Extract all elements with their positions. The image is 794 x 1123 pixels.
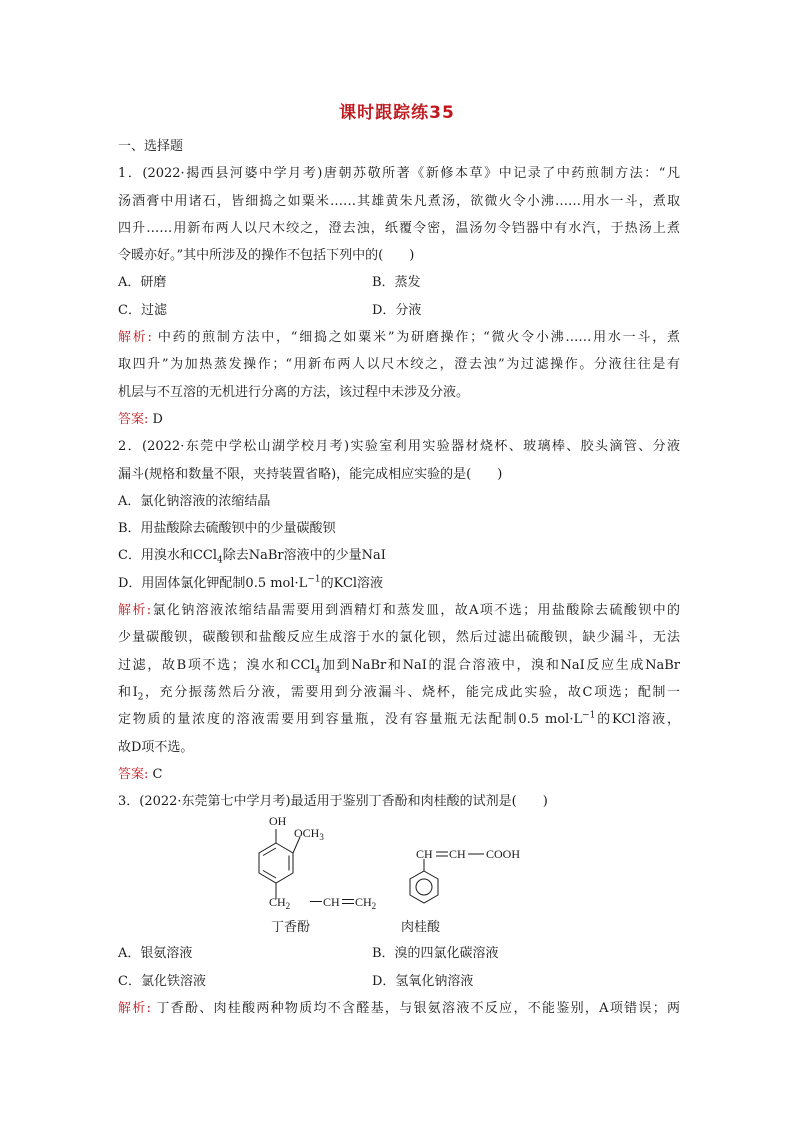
q2-analysis-line: 少量碳酸钡，碳酸钡和盐酸反应生成溶于水的氯化钡，然后过滤出硫酸钡，缺少漏斗，无法 <box>118 630 680 646</box>
q2-option-d-text: 的KCl溶液 <box>320 575 384 591</box>
answer-label: 答案: <box>118 411 149 427</box>
q1-stem-line: 四升……用新布两人以尺木绞之，澄去浊，纸覆令密，温汤勿令铛器中有水汽，于热汤上煮 <box>118 220 680 236</box>
analysis-text: ，充分振荡然后分液，需要用到分液漏斗、烧杯，能完成此实验，故C项选；配制一 <box>143 684 680 700</box>
q1-stem-line: 1．(2022·揭西县河婆中学月考)唐朝苏敬所著《新修本草》中记录了中药煎制方法：“凡 <box>118 166 680 182</box>
q3-option-c: C．氯化铁溶液 <box>118 973 206 989</box>
q1-option-a: A．研磨 <box>118 275 167 291</box>
chain-label: CH <box>449 847 466 862</box>
q2-option-c-text: C．用溴水和CCl <box>118 548 217 564</box>
q2-option-c-text: 除去NaBr溶液中的少量NaI <box>222 548 386 564</box>
superscript: −1 <box>582 710 596 721</box>
answer-label: 答案: <box>118 766 149 782</box>
q1-options-row <box>118 297 680 324</box>
q1-stem-line: 汤酒膏中用诸石，皆细捣之如粟米……其雄黄朱凡煮汤，欲微火令小沸……用水一斗，煮取 <box>118 193 680 209</box>
chain-label: CH <box>416 847 433 862</box>
analysis-label: 解析: <box>118 1001 151 1017</box>
q1-stem-line: 令暖亦好。”其中所涉及的操作不包括下列中的( ) <box>118 248 415 264</box>
q2-stem-line: 2．(2022·东莞中学松山湖学校月考)实验室利用实验器材烧杯、玻璃棒、胶头滴管、分液 <box>118 439 680 455</box>
analysis-text: 定物质的量浓度的溶液需要用到容量瓶，没有容量瓶无法配制0.5 mol·L <box>118 712 583 728</box>
q1-analysis-line: 取四升”为加热蒸发操作；“用新布两人以尺木绞之，澄去浊”为过滤操作。分液往往是有 <box>118 357 680 373</box>
structural-formulas <box>118 815 680 940</box>
answer-value: D <box>148 411 163 427</box>
structure-figures <box>118 815 680 940</box>
q2-analysis-line: 故D项不选。 <box>118 739 194 755</box>
side-chain-label: $CH_2$ <box>269 895 291 912</box>
q3-options-row <box>118 940 680 967</box>
superscript: −1 <box>307 574 321 585</box>
q1-options-row <box>118 269 680 296</box>
analysis-text: 过滤，故B项不选；溴水和CCl <box>118 657 315 673</box>
subscript: 2 <box>137 692 144 703</box>
q2-option-d <box>118 570 680 597</box>
q1-option-d: D．分液 <box>372 302 422 318</box>
document-body <box>118 133 680 1022</box>
q1-option-c: C．过滤 <box>118 302 167 318</box>
chain-label: COOH <box>486 847 521 862</box>
q2-option-d-text: D．用固体氯化钾配制0.5 mol·L <box>118 575 308 591</box>
q3-stem: 3．(2022·东莞第七中学月考)最适用于鉴别丁香酚和肉桂酸的试剂是( ) <box>118 794 548 810</box>
analysis-text: 的KCl溶液， <box>595 712 681 728</box>
q1-analysis-line <box>118 324 680 351</box>
q3-option-a: A．银氨溶液 <box>118 946 193 962</box>
analysis-label: 解析: <box>118 330 152 346</box>
page-title: 课时跟踪练35 <box>339 103 455 123</box>
q2-answer <box>118 761 680 788</box>
q1-option-b: B．蒸发 <box>372 275 421 291</box>
analysis-text: 中药的煎制方法中，“细捣之如粟米”为研磨操作；“微火令小沸……用水一斗，煮 <box>151 330 680 346</box>
q3-option-d: D．氢氧化钠溶液 <box>372 973 474 989</box>
analysis-text: 和I <box>118 684 138 700</box>
answer-value: C <box>148 766 163 782</box>
benzene-ring <box>259 843 293 883</box>
och3-label: $OCH_3$ <box>294 826 324 843</box>
cinnamic-acid-name: 肉桂酸 <box>401 920 441 936</box>
q3-option-b: B．溴的四氯化碳溶液 <box>372 946 499 962</box>
eugenol-name: 丁香酚 <box>271 920 311 936</box>
q2-analysis-line <box>118 652 680 679</box>
q2-analysis-line <box>118 706 680 733</box>
analysis-label: 解析: <box>118 603 152 619</box>
q2-analysis-line <box>118 679 680 706</box>
oh-label: OH <box>269 815 287 829</box>
q2-option-a: A．氯化钠溶液的浓缩结晶 <box>118 493 271 509</box>
analysis-text: 丁香酚、肉桂酸两种物质均不含醛基，与银氨溶液不反应，不能鉴别，A项错误；两 <box>150 1001 680 1017</box>
q2-analysis-line <box>118 597 680 624</box>
analysis-text: 加到NaBr和NaI的混合溶液中，溴和NaI反应生成NaBr <box>320 657 680 673</box>
q2-option-b: B．用盐酸除去硫酸钡中的少量碳酸钡 <box>118 521 336 537</box>
subscript: 4 <box>314 665 321 676</box>
q1-answer <box>118 406 680 433</box>
section-heading: 一、选择题 <box>118 139 184 154</box>
subscript: 4 <box>217 556 223 567</box>
q3-analysis-line <box>118 995 680 1022</box>
aromatic-circle <box>416 879 432 895</box>
q1-analysis-line: 机层与不互溶的无机进行分离的方法，该过程中未涉及分液。 <box>118 384 470 400</box>
q3-options-row <box>118 968 680 995</box>
q2-option-c <box>118 542 680 569</box>
side-chain-label: $CH_2$ <box>355 895 377 912</box>
analysis-text: 氯化钠溶液浓缩结晶需要用到酒精灯和蒸发皿，故A项不选；用盐酸除去硫酸钡中的 <box>151 603 680 619</box>
side-chain-label: CH <box>323 895 340 910</box>
eugenol-structure <box>259 829 354 904</box>
q2-stem-line: 漏斗(规格和数量不限，夹持装置省略)，能完成相应实验的是( ) <box>118 466 503 482</box>
benzene-ring <box>410 871 438 903</box>
